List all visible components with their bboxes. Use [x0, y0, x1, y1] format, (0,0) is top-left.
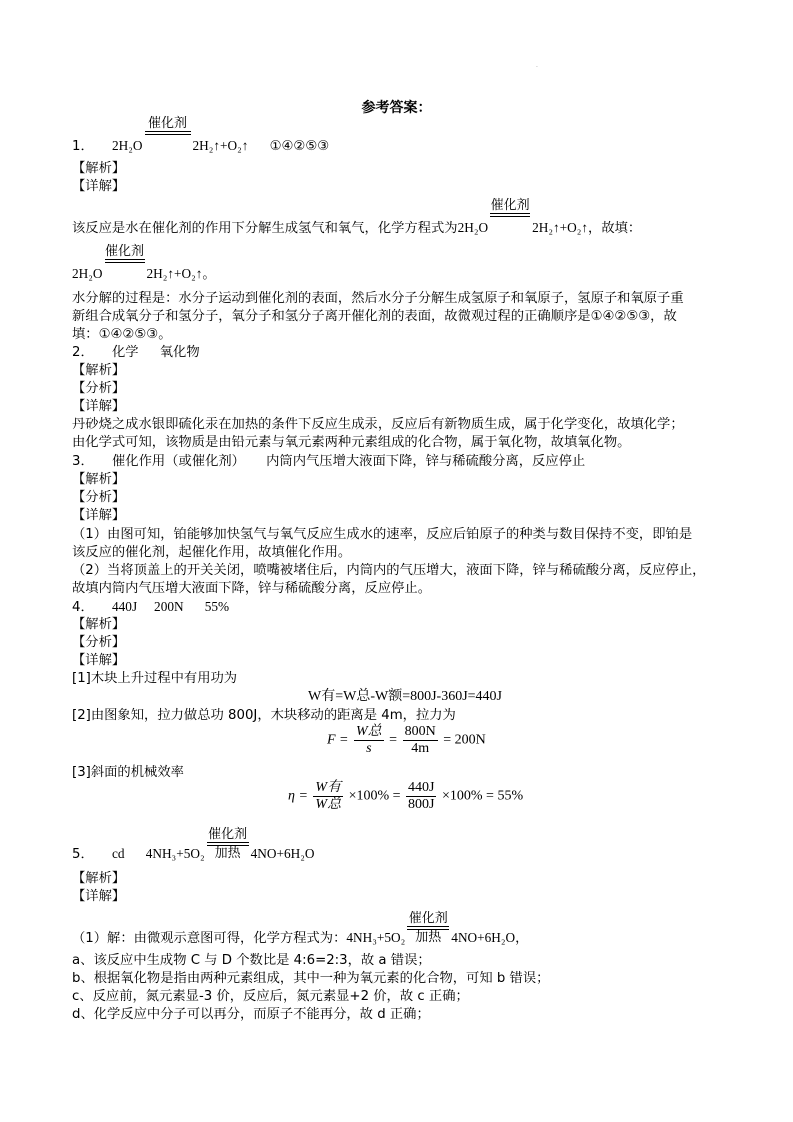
q4-eq3-fraction-2 — [406, 780, 436, 813]
q4-eq3-num2: 440J — [408, 780, 435, 795]
q5-reactant: 4NH₃+5O₂ — [145, 846, 205, 861]
corner-mark: . — [536, 62, 538, 69]
q4-eq2-fraction-2 — [403, 724, 438, 757]
q4-eq2-den: s — [366, 741, 372, 756]
q3-answer-2: 内筒内气压增大液面下降，锌与稀硫酸分离，反应停止 — [266, 454, 586, 469]
q5-catalyst-label: 催化剂 — [208, 827, 248, 842]
q1-tag-xiangjie: 【详解】 — [72, 179, 126, 194]
q5-number: 5． — [72, 847, 94, 862]
q4-step1: [1]木块上升过程中有用功为 — [72, 671, 238, 686]
q1-order: ①④②⑤③ — [269, 139, 330, 154]
q5-line-c: c、反应前，氮元素显-3 价，反应后，氮元素显+2 价，故 c 正确； — [72, 989, 469, 1004]
q5-product: 4NO+6H₂O — [250, 846, 315, 861]
q4-eq3-mid: ×100% = — [348, 788, 401, 804]
q3-line4: 故填内筒内气压增大液面下降，锌与稀硫酸分离，反应停止。 — [72, 581, 432, 596]
q1-tag-jiexi: 【解析】 — [72, 161, 126, 176]
q5-condition-label: 加热 — [214, 846, 241, 861]
q4-eq3-fraction-1 — [313, 780, 343, 813]
q5-tag-xiangjie: 【详解】 — [72, 889, 126, 904]
q5-line0 — [72, 912, 528, 948]
q4-eq2 — [327, 724, 486, 757]
q2-answer-2: 氧化物 — [159, 345, 200, 360]
q4-eq1: W有=W总-W额=800J-360J=440J — [308, 689, 502, 704]
q2-answer-1: 化学 — [112, 345, 139, 360]
q5-answer-1: cd — [112, 846, 125, 861]
q2-line2: 由化学式可知，该物质是由铅元素与氧元素两种元素组成的化合物，属于氧化物，故填氧化物。 — [72, 435, 631, 450]
q1-text1-catalyst-arrow — [490, 198, 530, 232]
q4-tag-fenxi: 【分析】 — [72, 635, 126, 650]
q1-text2-post: 。 — [202, 267, 216, 282]
q3-line2: 该反应的催化剂，起催化作用，故填催化作用。 — [72, 545, 352, 560]
q4-step2: [2]由图象知，拉力做总功 800J，木块移动的距离是 4m，拉力为 — [72, 708, 456, 723]
q3-number: 3． — [72, 454, 94, 469]
q5-answer-line — [72, 828, 314, 864]
q1-text1-post: ，故填： — [588, 221, 642, 236]
q1-catalyst-label: 催化剂 — [147, 116, 187, 131]
q2-line1: 丹砂烧之成水银即硫化汞在加热的条件下反应生成汞，反应后有新物质生成，属于化学变化，故填化学； — [72, 417, 684, 432]
q1-text2-product: 2H₂↑+O₂↑ — [146, 266, 203, 281]
q4-tag-xiangjie: 【详解】 — [72, 653, 126, 668]
q2-tag-fenxi: 【分析】 — [72, 381, 126, 396]
q1-text2-catalyst-label: 催化剂 — [104, 244, 144, 259]
q4-eq2-num: W总 — [356, 724, 382, 739]
q1-text2-reactant: 2H₂O — [72, 266, 103, 281]
q2-answer-line — [72, 344, 200, 362]
page-title: 参考答案： — [361, 100, 432, 116]
q4-answer-3: 55% — [204, 599, 230, 614]
q4-number: 4． — [72, 600, 94, 615]
q4-answer-line — [72, 598, 229, 617]
q5-line0-catalyst-arrow — [407, 911, 449, 945]
q5-line0-condition-label: 加热 — [415, 930, 442, 945]
q3-answer-1: 催化作用（或催化剂） — [112, 454, 245, 469]
q4-answer-2: 200N — [154, 599, 184, 614]
q1-text3-line3: 填：①④②⑤③。 — [72, 327, 172, 342]
q1-text3-line2: 新组合成氧分子和氢分子，氧分子和氢分子离开催化剂的表面，故微观过程的正确顺序是①④②⑤③，故 — [72, 309, 677, 324]
q1-text1-product: 2H₂↑+O₂↑ — [532, 220, 589, 235]
q5-line0-post: ， — [515, 931, 529, 946]
q1-answer-line — [72, 116, 330, 156]
q4-tag-jiexi: 【解析】 — [72, 617, 126, 632]
q4-eq2-equals: = — [389, 732, 398, 748]
q5-line0-catalyst-label: 催化剂 — [408, 911, 448, 926]
q1-number: 1． — [72, 139, 94, 154]
q4-eq2-lhs: F = — [327, 732, 349, 748]
q1-reactant: 2H₂O — [112, 138, 143, 153]
q2-tag-xiangjie: 【详解】 — [72, 399, 126, 414]
q5-line-a: a、该反应中生成物 C 与 D 个数比是 4:6=2:3，故 a 错误； — [72, 953, 431, 968]
q3-line1: （1）由图可知，铂能够加快氢气与氧气反应生成水的速率，反应后铂原子的种类与数目保持不变，即铂是 — [72, 527, 693, 542]
q2-number: 2． — [72, 345, 94, 360]
q3-tag-xiangjie: 【详解】 — [72, 508, 126, 523]
q2-tag-jiexi: 【解析】 — [72, 363, 126, 378]
q4-eq3-den: W总 — [315, 797, 342, 812]
q1-catalyst-arrow — [145, 116, 191, 150]
q4-answer-1: 440J — [112, 599, 138, 614]
q5-catalyst-arrow — [207, 827, 249, 861]
q4-eq3 — [288, 780, 523, 813]
q1-text1-catalyst-label: 催化剂 — [490, 198, 530, 213]
q1-text2-catalyst-arrow — [105, 244, 145, 278]
q5-tag-jiexi: 【解析】 — [72, 871, 126, 886]
q3-tag-jiexi: 【解析】 — [72, 472, 126, 487]
q3-answer-line — [72, 453, 585, 471]
q1-text1 — [72, 198, 642, 238]
q5-line-d: d、化学反应中分子可以再分，而原子不能再分，故 d 正确； — [72, 1007, 430, 1022]
q4-eq3-den2: 800J — [408, 797, 435, 812]
q4-eq3-result: ×100% = 55% — [441, 788, 524, 804]
q4-eq2-fraction-1 — [354, 724, 384, 757]
q5-line0-product: 4NO+6H₂O — [451, 930, 516, 945]
q4-eq2-result: = 200N — [443, 732, 486, 748]
q5-line0-reactant: 4NH₃+5O₂ — [346, 930, 406, 945]
q1-text3-line1: 水分解的过程是：水分子运动到催化剂的表面，然后水分子分解生成氢原子和氧原子，氢原子和氧原子重 — [72, 291, 684, 306]
q3-line3: （2）当将顶盖上的开关关闭，喷嘴被堵住后，内筒内的气压增大，液面下降，锌与稀硫酸分离，反应停止， — [72, 563, 706, 578]
q5-line-b: b、根据氧化物是指由两种元素组成，其中一种为氧元素的化合物，可知 b 错误； — [72, 971, 550, 986]
q1-text1-pre: 该反应是水在催化剂的作用下分解生成氢气和氧气，化学方程式为 — [72, 221, 458, 236]
q4-eq2-num2: 800N — [404, 724, 436, 739]
q4-eq3-lhs: η = — [288, 788, 308, 804]
q4-step3: [3]斜面的机械效率 — [72, 765, 184, 780]
q3-tag-fenxi: 【分析】 — [72, 490, 126, 505]
q1-text2 — [72, 244, 216, 284]
q1-text1-reactant: 2H₂O — [457, 220, 489, 235]
q4-eq2-den2: 4m — [411, 741, 430, 756]
q5-line0-pre: （1）解：由微观示意图可得，化学方程式为： — [72, 931, 347, 946]
q1-product: 2H₂↑+O₂↑ — [192, 138, 249, 153]
q4-eq3-num: W有 — [315, 780, 342, 795]
